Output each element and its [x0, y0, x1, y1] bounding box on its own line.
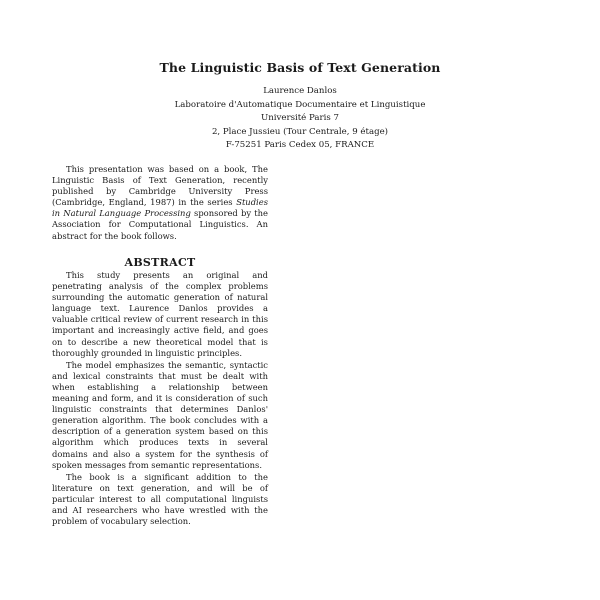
affiliation-line: Université Paris 7 — [261, 113, 339, 124]
intro-text: This presentation was based on a book, The Linguistic Basis of Text Generation, recently published by Cambridge University Press (Cambridge, England, 1987) in the series — [52, 164, 268, 208]
intro-paragraph — [52, 164, 268, 242]
abstract-paragraph-2: The model emphasizes the semantic, syntactic and lexical constraints that must be dealt with when establishing a relationship between meaning and form, and it is consideration of such linguistic constraints that determines Danlos' generation algorithm. The book concludes with a description of a generation system based on this algorithm which produces texts in several domains and also a system for the synthesis of spoken messages from semantic representations. — [52, 359, 268, 470]
abstract-heading: ABSTRACT — [124, 256, 196, 269]
abstract-paragraph-1: This study presents an original and penetrating analysis of the complex problems surrounding the automatic generation of natural language text. Laurence Danlos provides a valuable critical review of current research in this important and increasingly active field, and goes on to describe a new theoretical model that is thoroughly grounded in linguistic principles. — [52, 270, 268, 358]
author-block — [0, 85, 600, 153]
affiliation-line: Laboratoire d'Automatique Documentaire et Linguistique — [174, 99, 426, 110]
author-name: Laurence Danlos — [263, 86, 337, 96]
series-name: Studies in Natural Language Processing — [52, 197, 268, 219]
abstract-body — [52, 270, 268, 527]
affiliation-line: F-75251 Paris Cedex 05, FRANCE — [225, 140, 375, 151]
abstract-paragraph-3: The book is a significant addition to the literature on text generation, and will be of particular interest to all computational linguists and AI researchers who have wrestled with the problem of vocabulary selection. — [52, 471, 268, 527]
affiliation-line: 2, Place Jussieu (Tour Centrale, 9 étage) — [211, 126, 389, 137]
intro-note — [52, 164, 268, 242]
paper-title: The Linguistic Basis of Text Generation — [159, 60, 441, 75]
intro-text-end: sponsored by the Association for Computational Linguistics. An abstract for the book follows. — [52, 208, 268, 241]
